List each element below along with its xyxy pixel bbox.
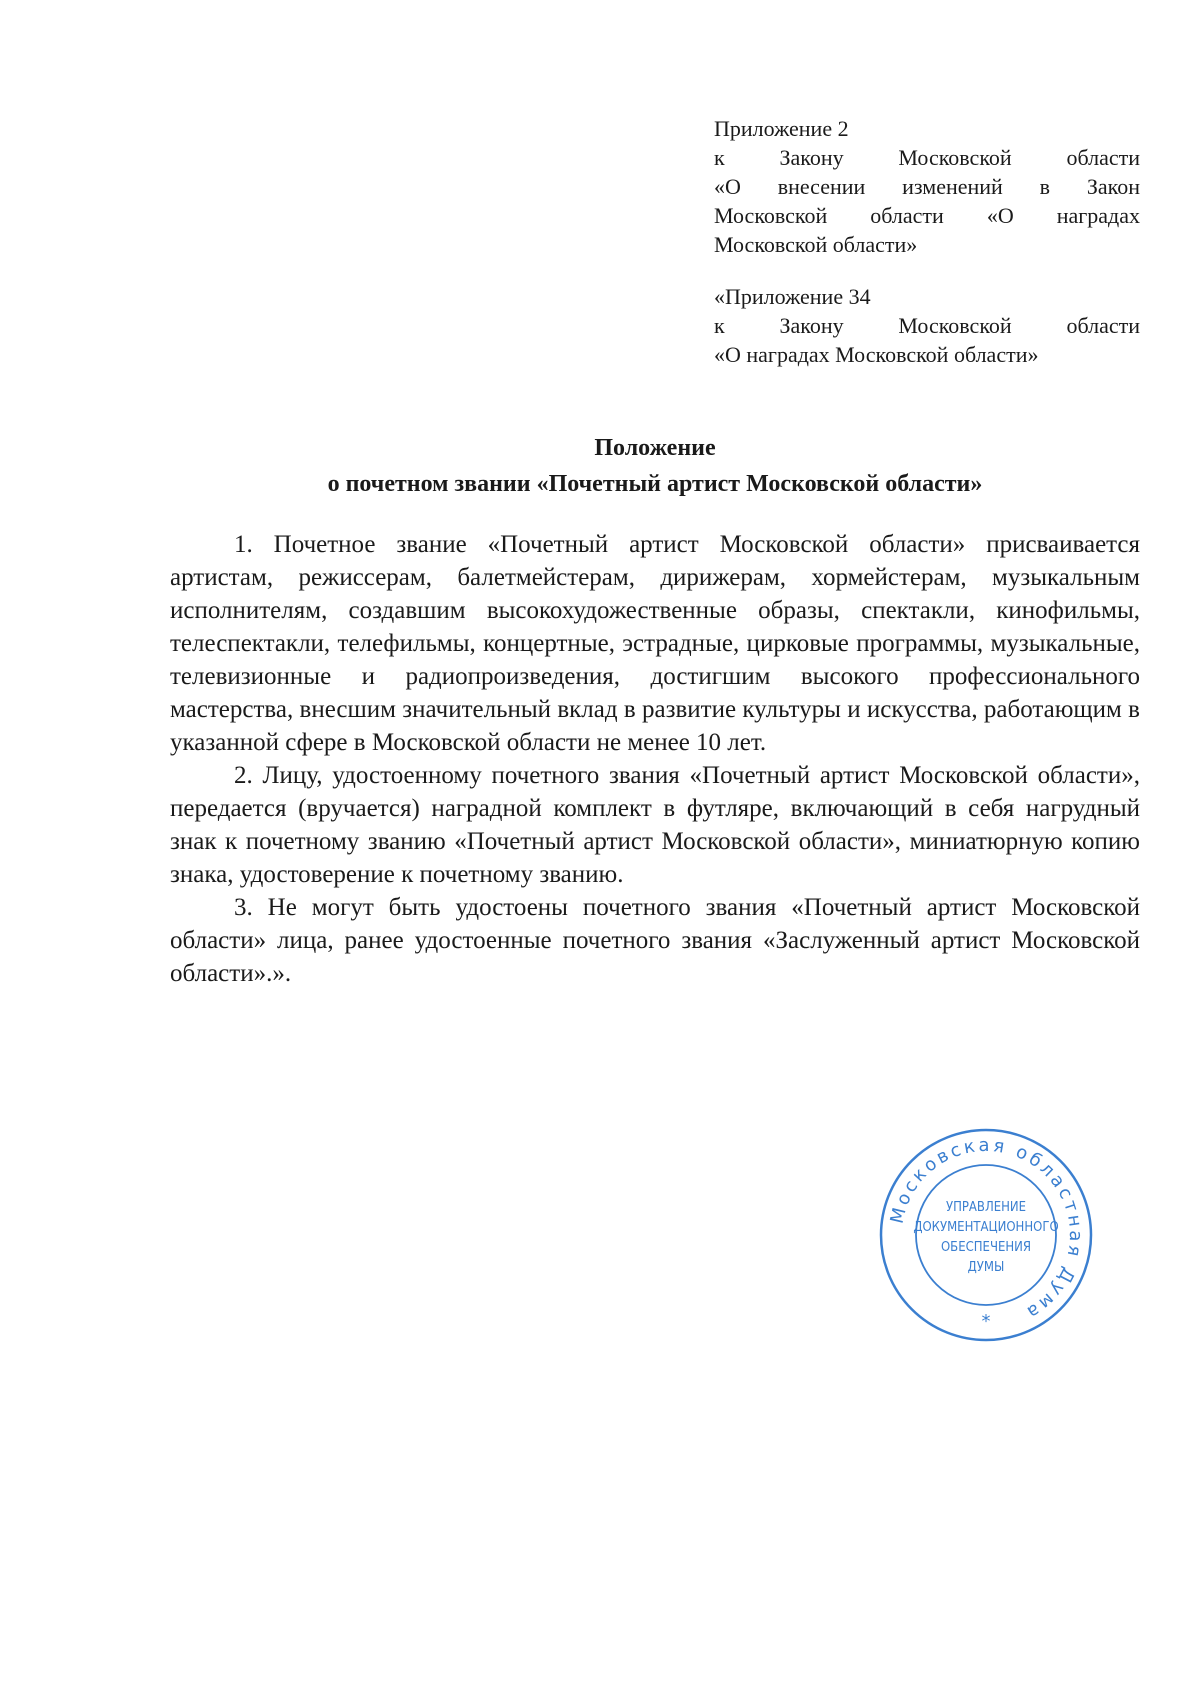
document-body [170, 528, 1140, 990]
stamp-center-line-3: ОБЕСПЕЧЕНИЯ [940, 1240, 1032, 1255]
annex-2-line-2: к Закону Московской области [714, 313, 1140, 338]
title-line-1: Положение [594, 435, 716, 461]
document-title [170, 430, 1140, 502]
paragraph-1: 1. Почетное звание «Почетный артист Московской области» присваивается артистам, режиссерам, балетмейстерам, дирижерам, хормейстерам, музыкальным исполнителям, создавшим высокохудожественные образы, спектакли, кинофильмы, телеспектакли, телефильмы, концертные, эстрадные, цирковые программы, музыкальные, телевизионные и радиопроизведения, достигшим высокого профессионального мастерства, внесшим значительный вклад в развитие культуры и искусства, работающим в указанной сфере в Московской области не менее 10 лет. [170, 531, 1140, 756]
paragraph-3: 3. Не могут быть удостоены почетного звания «Почетный артист Московской области» лица, ранее удостоенные почетного звания «Заслуженный артист Московской области».». [170, 894, 1140, 987]
annex-2-line-1: «Приложение 34 [714, 284, 871, 309]
annex-1-line-3: «О внесении изменений в Закон [714, 174, 1140, 199]
title-line-2: о почетном звании «Почетный артист Московской области» [327, 471, 983, 497]
stamp-center-line-2: ДОКУМЕНТАЦИОННОГО [913, 1220, 1059, 1235]
stamp-center-line-4: ДУМЫ [967, 1260, 1005, 1275]
stamp-center-text [913, 1200, 1058, 1275]
annex-1-line-5: Московской области» [714, 232, 918, 257]
annex-header-1 [714, 114, 1140, 259]
annex-1-line-1: Приложение 2 [714, 116, 849, 141]
annex-header-2 [714, 282, 1140, 369]
stamp-seal-icon [876, 1125, 1096, 1345]
annex-2-line-3: «О наградах Московской области» [714, 342, 1039, 367]
stamp-star-icon: * [981, 1311, 991, 1332]
stamp-ring-text: Московская областная Дума [886, 1134, 1087, 1325]
stamp-inner-ring [916, 1165, 1056, 1305]
stamp-outer-ring [881, 1130, 1091, 1340]
stamp-center-line-1: УПРАВЛЕНИЕ [945, 1200, 1027, 1215]
official-stamp [876, 1125, 1096, 1345]
paragraph-2: 2. Лицу, удостоенному почетного звания «Почетный артист Московской области», передается (вручается) наградной комплект в футляре, включающий в себя нагрудный знак к почетному званию «Почетный артист Московской области», миниатюрную копию знака, удостоверение к почетному званию. [170, 762, 1140, 888]
annex-1-line-2: к Закону Московской области [714, 145, 1140, 170]
annex-1-line-4: Московской области «О наградах [714, 203, 1140, 228]
